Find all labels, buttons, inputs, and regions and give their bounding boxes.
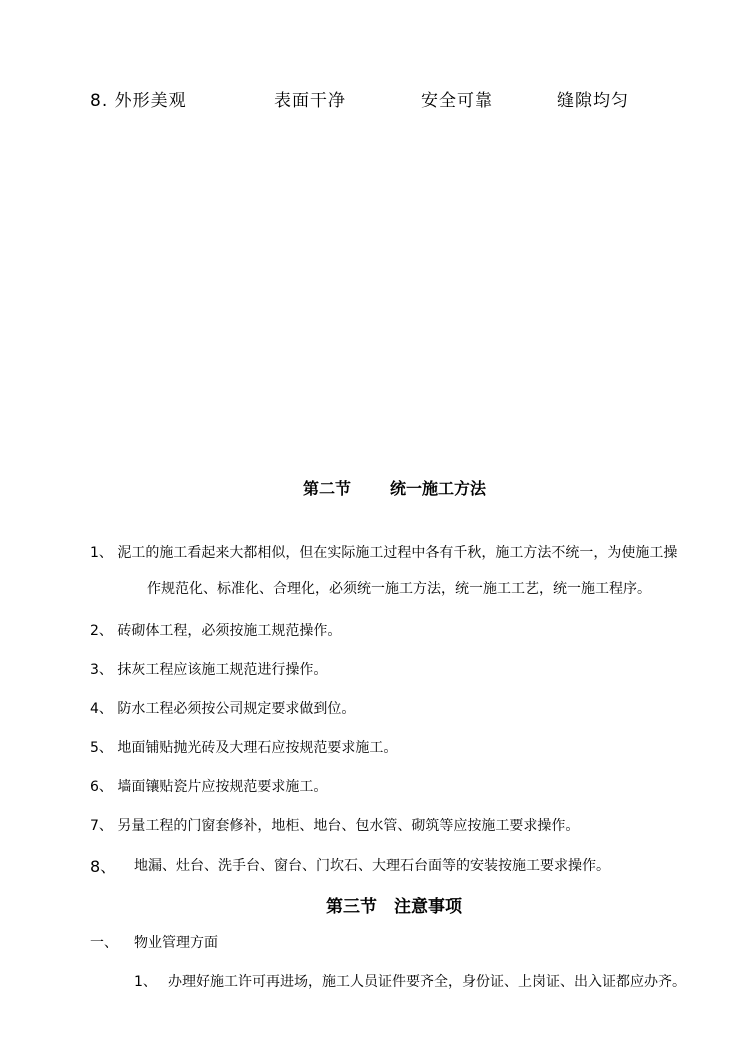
subheading-number: 一、 [90, 935, 118, 951]
section3-heading-title: 注意事项 [394, 897, 462, 917]
list-item-continuation: 作规范化、标准化、合理化，必须统一施工方法，统一施工工艺，统一施工程序。 [147, 581, 651, 597]
list-item: 地漏、灶台、洗手台、窗台、门坎石、大理石台面等的安装按施工要求操作。 [134, 858, 610, 874]
section2-heading-number: 第二节 [303, 479, 352, 498]
quality-item-clean-surface: 表面干净 [274, 91, 346, 111]
list-item: 1、 泥工的施工看起来大都相似，但在实际施工过程中各有千秋，施工方法不统一，为使施工操 [90, 545, 678, 561]
quality-item-safe-reliable: 安全可靠 [421, 91, 493, 111]
section3-heading-number: 第三节 [326, 897, 377, 917]
list-item-number: 8、 [90, 857, 117, 876]
list-item: 7、 另量工程的门窗套修补，地柜、地台、包水管、砌筑等应按施工要求操作。 [90, 818, 580, 834]
quality-item-appearance: 8. 外形美观 [90, 91, 187, 111]
quality-item-even-gaps: 缝隙均匀 [557, 91, 629, 111]
section2-heading-title: 统一施工方法 [390, 479, 487, 498]
list-item: 办理好施工许可再进场，施工人员证件要齐全，身份证、上岗证、出入证都应办齐。 [168, 974, 686, 990]
list-item: 3、 抹灰工程应该施工规范进行操作。 [90, 662, 328, 678]
list-item: 4、 防水工程必须按公司规定要求做到位。 [90, 701, 356, 717]
list-item-number: 1、 [134, 974, 157, 990]
list-item: 2、 砖砌体工程，必须按施工规范操作。 [90, 623, 342, 639]
subheading-title: 物业管理方面 [134, 935, 218, 951]
list-item: 5、 地面铺贴抛光砖及大理石应按规范要求施工。 [90, 740, 398, 756]
list-item: 6、 墙面镶贴瓷片应按规范要求施工。 [90, 779, 328, 795]
